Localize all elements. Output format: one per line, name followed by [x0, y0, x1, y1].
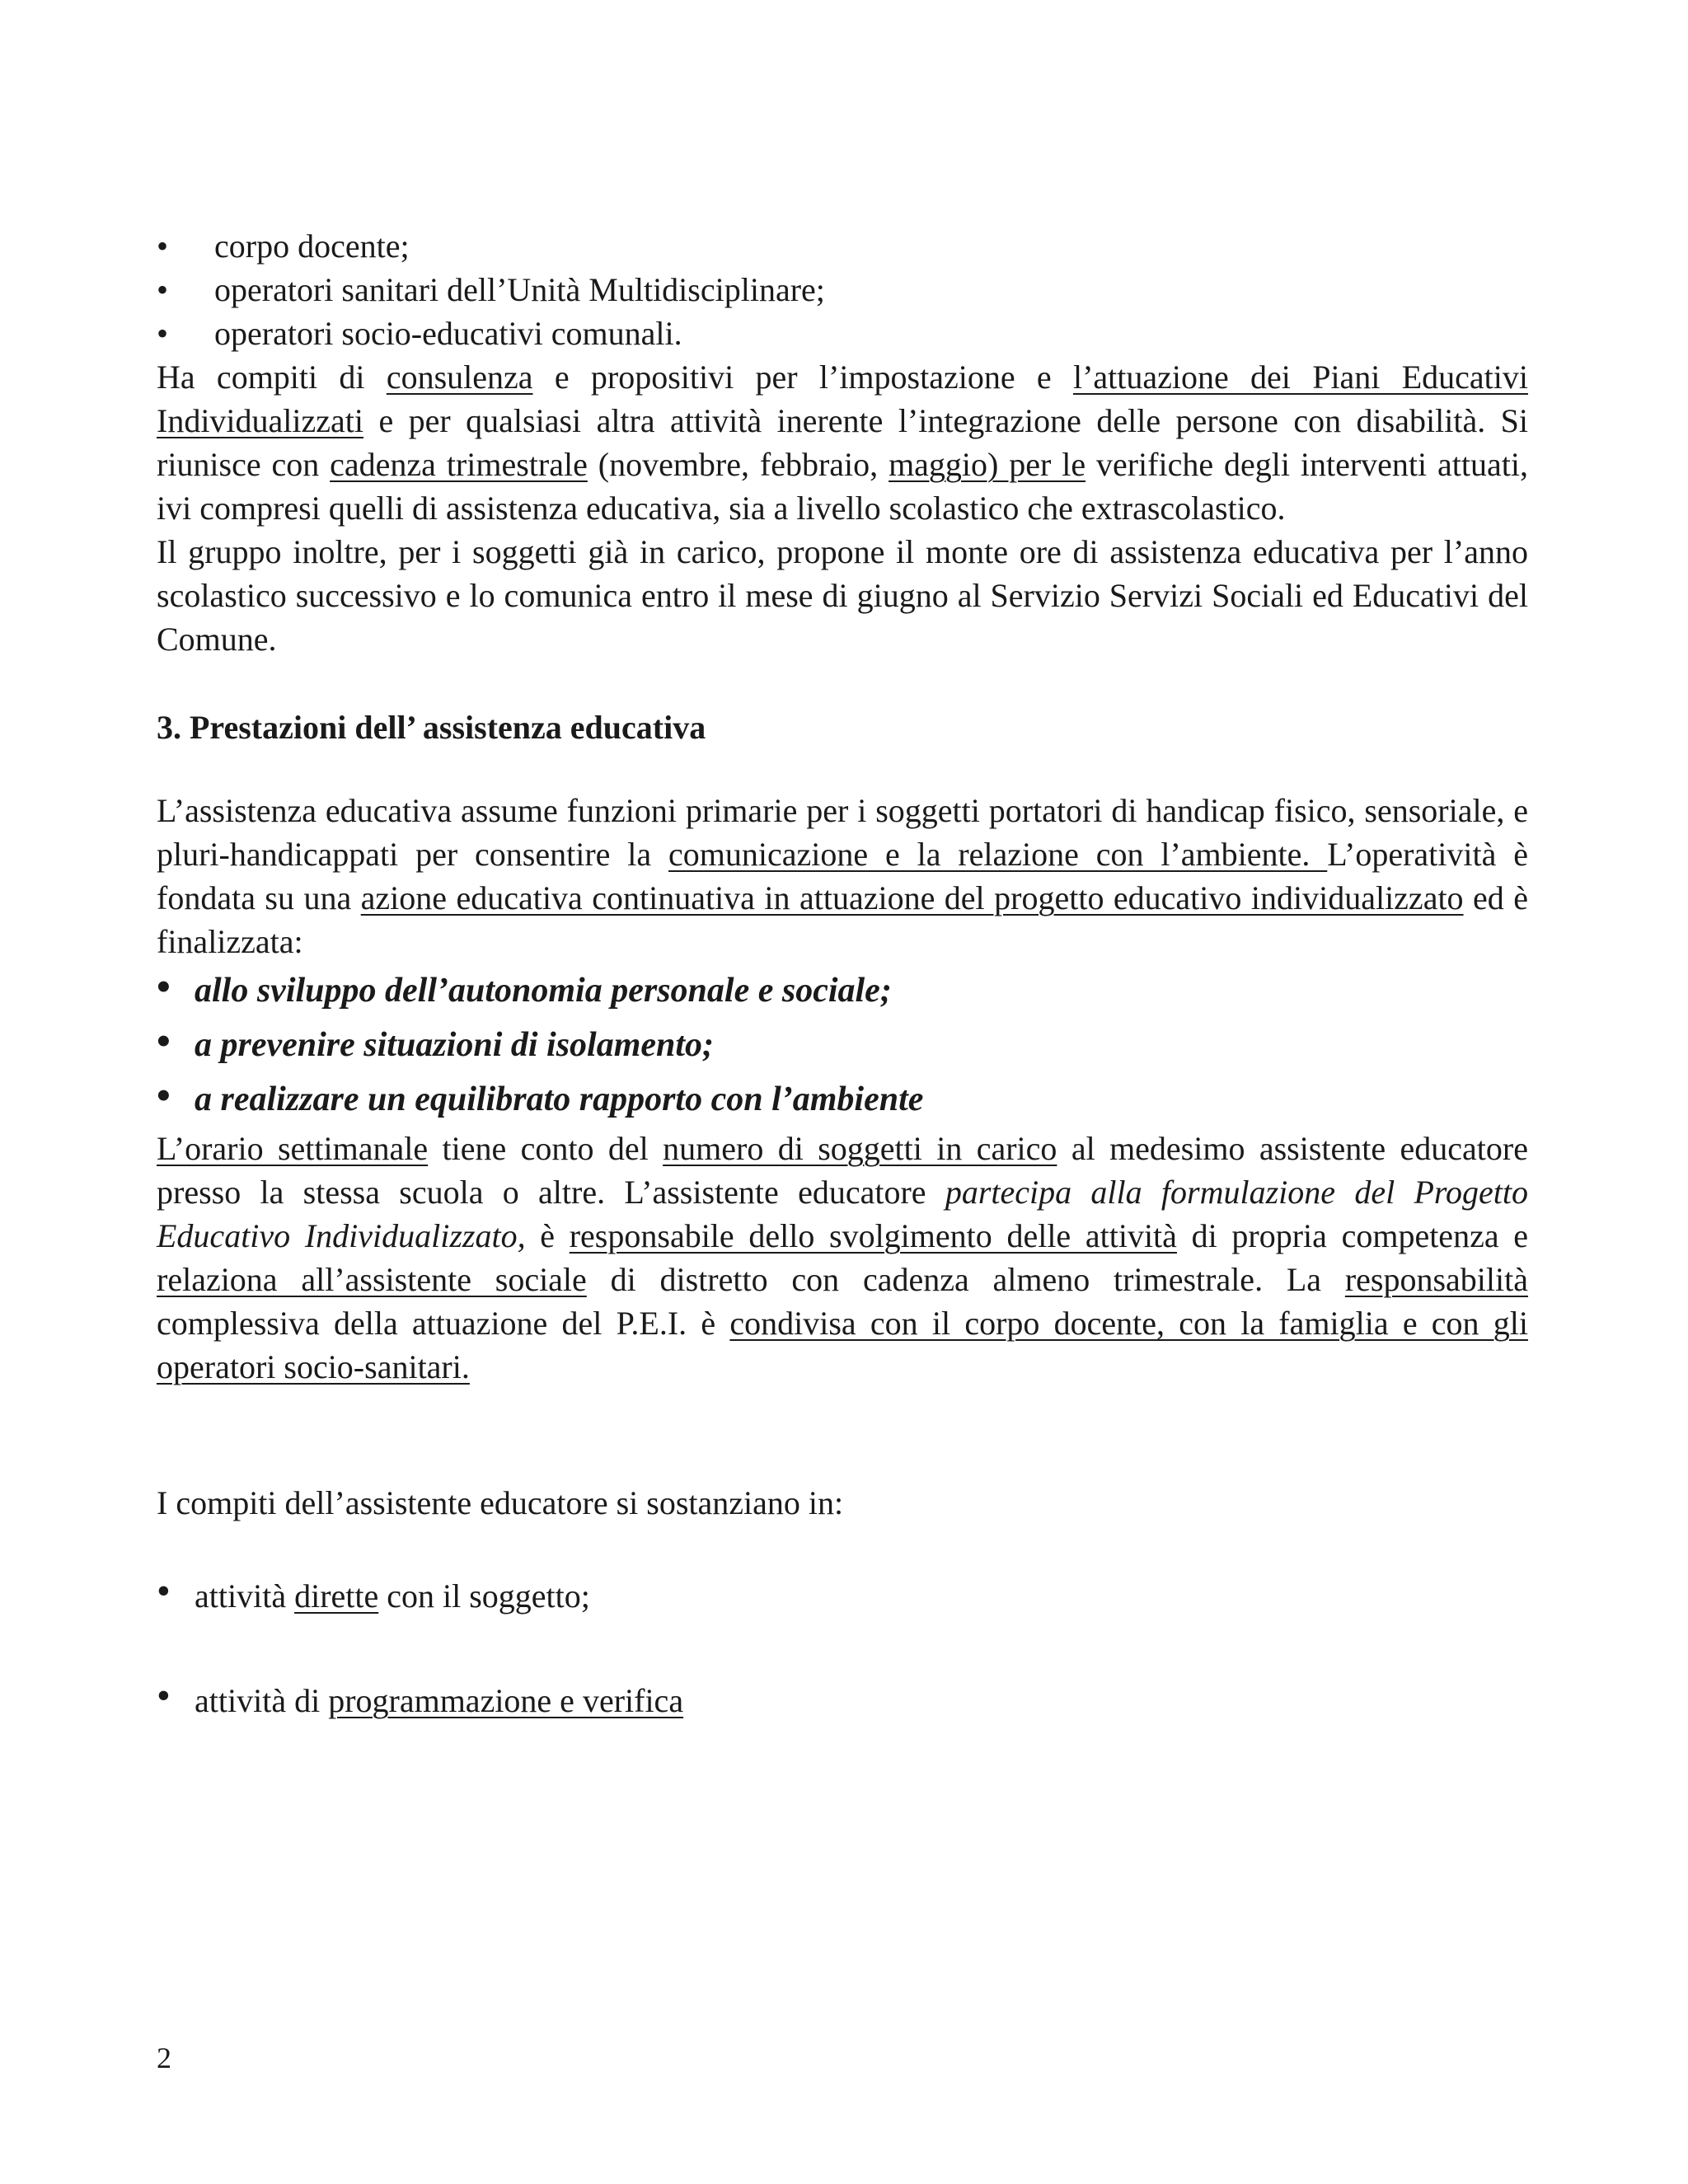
members-list [157, 224, 1528, 355]
page-number: 2 [157, 2041, 171, 2074]
bullet-icon: • [157, 315, 169, 352]
bullet-icon: • [157, 965, 171, 1009]
paragraph-assistance-functions: L’assistenza educativa assume funzioni primarie per i soggetti portatori di handicap fisico, sensoriale, e pluri-handicappati per consentire la comunicazione e la relazione con l’ambiente. L’operatività è fondata su una azione educativa continuativa in attuazione del progetto educativo individualizzato ed è finalizzata: [157, 792, 1529, 960]
bullet-icon: • [157, 1569, 171, 1613]
list-item: • operatori socio-educativi comunali. [157, 312, 1528, 355]
section-heading: 3. Prestazioni dell’ assistenza educativa [157, 709, 706, 746]
list-item: • attività dirette con il soggetto; [157, 1569, 590, 1615]
tasks-list [157, 1569, 1528, 1722]
list-item: • a realizzare un equilibrato rapporto con l’ambiente [157, 1072, 1528, 1127]
bullet-icon: • [157, 271, 169, 308]
paragraph-group-duties: Ha compiti di consulenza e propositivi per l’impostazione e l’attuazione dei Piani Educativi Individualizzati e per qualsiasi altra attività inerente l’integrazione delle persone con disabilità. Si riunisce con cadenza trimestrale (novembre, febbraio, maggio) per le verifiche degli interventi attuati, ivi compresi quelli di assistenza educativa, sia a livello scolastico che extrascolastico. [157, 359, 1529, 527]
bullet-icon: • [157, 1074, 171, 1118]
bullet-icon: • [157, 1674, 171, 1718]
list-item: • operatori sanitari dell’Unità Multidisciplinare; [157, 268, 1528, 312]
list-item: • a prevenire situazioni di isolamento; [157, 1018, 1528, 1072]
list-item: • corpo docente; [157, 224, 1528, 268]
list-item: • allo sviluppo dell’autonomia personale e sociale; [157, 963, 1528, 1018]
bullet-icon: • [157, 1019, 171, 1063]
paragraph-hours-proposal: Il gruppo inoltre, per i soggetti già in carico, propone il monte ore di assistenza educativa per l’anno scolastico successivo e lo comunica entro il mese di giugno al Servizio Servizi Sociali ed Educativi del Comune. [157, 533, 1528, 658]
aims-list [157, 963, 1528, 1127]
paragraph-weekly-schedule: L’orario settimanale tiene conto del numero di soggetti in carico al medesimo assistente educatore presso la stessa scuola o altre. L’assistente educatore partecipa alla formulazione del Progetto Educativo Individualizzato, è responsabile dello svolgimento delle attività di propria competenza e relaziona all’assistente sociale di distretto con cadenza almeno trimestrale. La responsabilità complessiva della attuazione del P.E.I. è condivisa con il corpo docente, con la famiglia e con gli operatori socio-sanitari. [157, 1130, 1529, 1385]
document-page [157, 224, 1528, 1783]
bullet-icon: • [157, 227, 169, 265]
tasks-intro: I compiti dell’assistente educatore si sostanziano in: [157, 1484, 844, 1521]
list-item: • attività di programmazione e verifica [157, 1674, 684, 1719]
